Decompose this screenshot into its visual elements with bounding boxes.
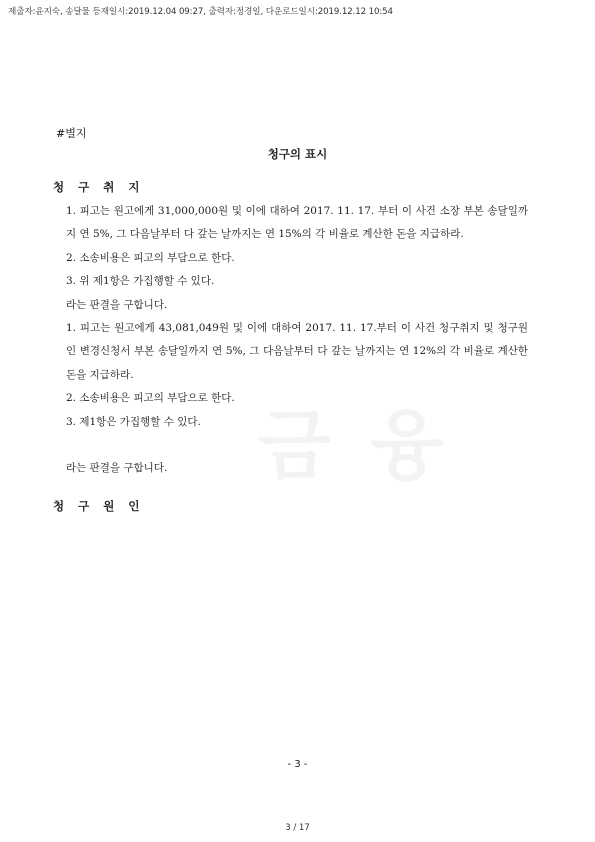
download-info-header: 제출자:윤지숙, 송달물 등재일시:2019.12.04 09:27, 출력자:정경일, 다운로드일시:2019.12.12 10:54 <box>8 7 393 17</box>
document-title: 청구의 표시 <box>267 147 328 161</box>
page-number: - 3 - <box>287 759 308 770</box>
causes-heading: 청 구 원 인 <box>53 499 145 513</box>
claim-paragraph: 3. 위 제1항은 가집행할 수 있다. <box>66 275 215 288</box>
claim-paragraph: 1. 피고는 원고에게 43,081,049원 및 이에 대하여 2017. 11. 17.부터 이 사건 청구취지 및 청구원인 변경신청서 부본 송달일까지 연 5%, 그 다음날부터 다 갚는 날까지는 연 12%의 각 비율로 계산한 돈을 지급하라. <box>66 322 528 381</box>
claim-paragraph: 2. 소송비용은 피고의 부담으로 한다. <box>66 392 235 405</box>
claims-heading: 청 구 취 지 <box>53 180 145 194</box>
claim-paragraph: 3. 제1항은 가집행할 수 있다. <box>66 415 201 428</box>
claim-paragraph: 라는 판결을 구합니다. <box>66 462 168 475</box>
claim-paragraph: 라는 판결을 구합니다. <box>66 298 168 311</box>
page-count: 3 / 17 <box>285 823 310 833</box>
claims-body <box>66 200 528 481</box>
claim-paragraph: 2. 소송비용은 피고의 부담으로 한다. <box>66 251 235 264</box>
annex-label: #별지 <box>56 127 87 140</box>
claim-paragraph: 1. 피고는 원고에게 31,000,000원 및 이에 대하여 2017. 11. 17. 부터 이 사건 소장 부본 송달일까지 연 5%, 그 다음날부터 다 갚는 날까지는 연 15%의 각 비율로 계산한 돈을 지급하라. <box>66 205 528 241</box>
